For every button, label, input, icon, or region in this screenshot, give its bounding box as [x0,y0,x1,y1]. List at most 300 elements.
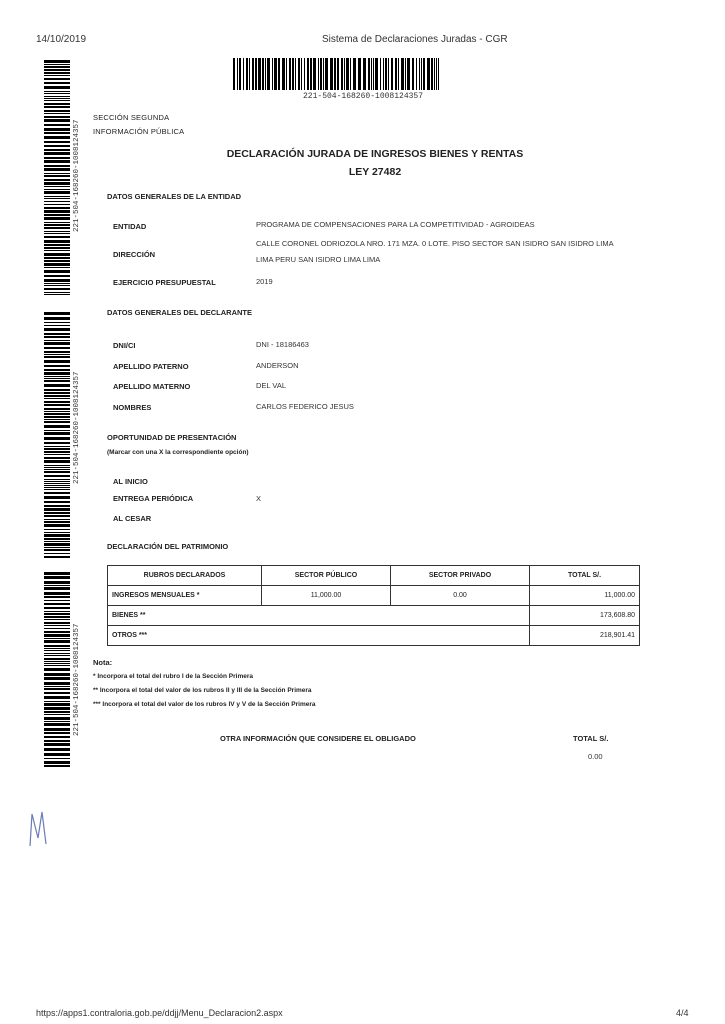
dni-label: DNI/CI [113,341,136,350]
document-title: DECLARACIÓN JURADA DE INGRESOS BIENES Y RENTAS [226,148,524,160]
barcode-bar [44,227,70,229]
barcode-bar [358,58,361,90]
barcode-bar [44,416,70,418]
barcode-bar [44,549,70,551]
barcode-bar [44,351,70,353]
barcode-bar [44,556,70,558]
ejercicio-value: 2019 [256,277,273,286]
barcode-bar [44,432,70,435]
barcode-bar [44,279,70,282]
barcode-bar [44,175,70,177]
barcode-bar [44,645,70,647]
barcode-bar [44,69,70,71]
barcode-bar [44,446,70,447]
barcode-bar [44,648,70,649]
barcode-bar [44,553,70,554]
barcode-bar [44,191,70,194]
barcode-bar [325,58,328,90]
barcode-bar [44,448,70,450]
barcode-bar [44,515,70,517]
barcode-bar [44,600,70,601]
dni-value: DNI - 18186463 [256,340,309,349]
barcode-bar [44,78,70,80]
col-rubros: RUBROS DECLARADOS [108,566,262,586]
materno-label: APELLIDO MATERNO [113,382,191,391]
barcode-bar [44,240,70,243]
option-mark: X [256,494,262,503]
barcode-bar [44,460,70,463]
barcode-bar [44,312,70,315]
barcode-bar [353,58,356,90]
option-al-inicio: AL INICIO [113,477,148,486]
row-rubro: OTROS *** [108,626,530,646]
barcode-bar [44,236,70,238]
barcode-bar [44,619,70,620]
barcode-bar [44,650,70,651]
barcode-bar [44,543,70,546]
barcode-bar [44,152,70,155]
barcode-bar [298,58,300,90]
barcode-bar [44,524,70,527]
barcode-bar [44,204,70,205]
barcode-bar [44,288,70,290]
row-privado: 0.00 [391,586,530,606]
barcode-bar [44,743,70,746]
barcode-bar [346,58,349,90]
barcode-bar [431,58,433,90]
barcode-bar [301,58,302,90]
col-publico: SECTOR PÚBLICO [262,566,391,586]
barcode-bar [282,58,285,90]
materno-value: DEL VAL [256,381,287,390]
barcode-bar [44,736,70,738]
barcode-bar [44,356,70,358]
paterno-value: ANDERSON [256,361,299,370]
barcode-bar [44,442,70,444]
entidad-heading: DATOS GENERALES DE LA ENTIDAD [107,192,242,201]
barcode-bar [44,547,70,548]
barcode-bar [233,58,235,90]
barcode-bar [44,372,70,375]
barcode-bar [44,398,70,399]
barcode-bar [44,631,70,633]
barcode-bar [243,58,244,90]
barcode-bar [44,419,70,420]
barcode-bar [44,182,70,185]
nombres-value: CARLOS FEDERICO JESUS [256,402,354,411]
oportunidad-instruction: (Marcar con una X la correspondiente opción) [107,449,249,456]
barcode-bar [44,270,70,273]
section-line2: INFORMACIÓN PÚBLICA [93,127,185,136]
entidad-label: ENTIDAD [113,222,147,231]
barcode-bar [44,668,70,671]
barcode-bar [44,145,70,147]
barcode-bar [44,179,70,181]
barcode-bar [258,58,261,90]
barcode-bar [44,96,70,97]
barcode-bar [398,58,399,90]
barcode-bar [44,711,70,713]
barcode-bar [391,58,393,90]
barcode-bar [44,342,70,345]
barcode-bar [380,58,381,90]
option-al-cesar: AL CESAR [113,514,152,523]
barcode-bar [44,124,70,126]
barcode-bar [44,413,70,415]
direccion-value-1: CALLE CORONEL ODRIOZOLA NRO. 171 MZA. 0 LOTE. PISO SECTOR SAN ISIDRO SAN ISIDRO LIMA [256,239,614,248]
barcode-bar [323,58,324,90]
barcode-bar [267,58,270,90]
barcode-bar [368,58,370,90]
barcode-bar [44,501,70,503]
barcode-bar [44,471,70,473]
barcode-bar [44,534,70,537]
barcode-bar [44,663,70,664]
barcode-bar [44,677,70,680]
barcode-bar [44,86,70,89]
barcode-bar [249,58,250,90]
barcode-bar [44,489,70,490]
barcode-bar [44,294,70,295]
barcode-bar [419,58,420,90]
barcode-bar [44,592,70,595]
ejercicio-label: EJERCICIO PRESUPUESTAL [113,278,216,287]
paterno-label: APELLIDO PATERNO [113,362,189,371]
barcode-bar [44,538,70,540]
barcode-bar [44,160,70,163]
section-line1: SECCIÓN SEGUNDA [93,113,170,122]
barcode-bar [44,247,70,249]
barcode-bar [44,723,70,726]
barcode-bar [44,457,70,459]
barcode-bar [44,585,70,586]
barcode-bar [44,638,70,639]
barcode-bar [44,292,70,293]
barcode-bar [44,113,70,114]
barcode-bar [373,58,374,90]
barcode-bar [395,58,397,90]
barcode-bar [44,661,70,662]
top-barcode [233,58,443,90]
barcode-bar [44,665,70,666]
barcode-bar [44,732,70,734]
barcode-bar [44,157,70,159]
barcode-bar [438,58,439,90]
barcode-bar [44,260,70,262]
barcode-bar [286,58,287,90]
barcode-bar [44,201,70,202]
barcode-bar [44,116,70,118]
barcode-bar [421,58,422,90]
barcode-bar [44,430,70,431]
barcode-bar [44,82,70,84]
barcode-bar [44,325,70,326]
barcode-bar [44,616,70,618]
barcode-bar [44,753,70,756]
table-header-row [108,566,640,586]
barcode-bar [292,58,294,90]
barcode-bar [44,132,70,134]
barcode-bar [44,721,70,722]
barcode-bar [44,421,70,423]
barcode-bar [383,58,384,90]
barcode-bar [44,714,70,715]
row-total: 173,608.80 [530,606,640,626]
barcode-bar [44,437,70,440]
barcode-bar [44,686,70,687]
barcode-bar [363,58,366,90]
barcode-bar [44,285,70,286]
barcode-bar [412,58,414,90]
declarante-heading: DATOS GENERALES DEL DECLARANTE [107,308,253,317]
barcode-bar [44,119,70,122]
barcode-bar [371,58,372,90]
barcode-bar [246,58,248,90]
barcode-bar [44,696,70,699]
barcode-bar [44,658,70,660]
otra-total-value: 0.00 [588,752,603,761]
barcode-bar [44,682,70,685]
barcode-bar [44,404,70,406]
barcode-bar [320,58,322,90]
barcode-bar [44,369,70,371]
patrimonio-table [107,565,640,646]
barcode-bar [44,611,70,612]
note-2: ** Incorpora el total del valor de los rubros II y III de la Sección Primera [93,687,312,694]
barcode-bar [44,267,70,268]
barcode-bar [44,340,70,341]
barcode-bar [44,653,70,654]
barcode-bar [44,360,70,363]
side-barcode-text-3: 221-504-168260-1008124357 [73,623,81,736]
system-title: Sistema de Declaraciones Juradas - CGR [322,34,508,45]
page-number: 4/4 [676,1008,689,1018]
barcode-bar [44,401,70,403]
barcode-bar [44,613,70,615]
side-barcode-2 [44,312,70,562]
barcode-bar [272,58,273,90]
barcode-bar [44,198,70,199]
note-1: * Incorpora el total del rubro I de la Sección Primera [93,673,254,680]
barcode-bar [44,758,70,759]
handwritten-signature [26,808,52,850]
barcode-bar [44,640,70,643]
barcode-bar [337,58,339,90]
barcode-bar [44,707,70,710]
barcode-bar [44,91,70,92]
barcode-bar [44,322,70,323]
barcode-bar [44,317,70,320]
barcode-bar [44,607,70,609]
barcode-bar [44,492,70,494]
row-publico: 11,000.00 [262,586,391,606]
oportunidad-heading: OPORTUNIDAD DE PRESENTACIÓN [107,433,237,442]
side-barcode-text-2: 221-504-168260-1008124357 [73,371,81,484]
barcode-bar [262,58,264,90]
barcode-bar [44,483,70,484]
table-row [108,626,640,646]
barcode-bar [44,479,70,480]
direccion-value-2: LIMA PERU SAN ISIDRO LIMA LIMA [256,255,381,264]
barcode-bar [44,576,70,579]
barcode-bar [44,465,70,466]
barcode-bar [252,58,254,90]
barcode-bar [44,717,70,720]
barcode-bar [44,380,70,382]
row-total: 11,000.00 [530,586,640,606]
table-row [108,586,640,606]
barcode-bar [295,58,296,90]
barcode-bar [44,603,70,605]
barcode-bar [334,58,336,90]
barcode-bar [44,521,70,523]
note-3: *** Incorpora el total del valor de los rubros IV y V de la Sección Primera [93,701,316,708]
barcode-bar [44,173,70,174]
barcode-bar [44,106,70,108]
barcode-bar [44,100,70,101]
otra-total-label: TOTAL S/. [573,734,609,743]
barcode-bar [44,149,70,151]
barcode-bar [44,214,70,216]
barcode-bar [44,634,70,637]
barcode-bar [44,263,70,266]
barcode-bar [255,58,257,90]
barcode-bar [44,541,70,542]
barcode-bar [434,58,435,90]
barcode-bar [44,384,70,387]
nombres-label: NOMBRES [113,403,152,412]
barcode-bar [44,222,70,223]
barcode-bar [44,336,70,338]
option-entrega-periodica: ENTREGA PERIÓDICA [113,494,194,503]
barcode-bar [423,58,425,90]
barcode-bar [416,58,417,90]
barcode-bar [44,532,70,533]
notes-heading: Nota: [93,658,113,667]
barcode-bar [318,58,319,90]
barcode-bar [44,253,70,256]
barcode-bar [44,703,70,706]
barcode-bar [265,58,266,90]
barcode-bar [44,761,70,764]
barcode-bar [44,224,70,226]
barcode-bar [44,655,70,656]
barcode-bar [44,64,70,65]
barcode-bar [344,58,345,90]
barcode-bar [44,508,70,511]
barcode-bar [385,58,387,90]
barcode-bar [401,58,404,90]
row-rubro: BIENES ** [108,606,530,626]
barcode-bar [44,217,70,220]
barcode-bar [44,454,70,455]
barcode-bar [44,765,70,767]
barcode-bar [44,347,70,349]
barcode-number: 221-504-168260-1008124357 [303,92,424,101]
barcode-bar [289,58,291,90]
barcode-bar [44,103,70,105]
barcode-bar [44,257,70,259]
print-date: 14/10/2019 [36,34,87,45]
barcode-bar [44,283,70,284]
barcode-bar [44,136,70,139]
barcode-bar [44,66,70,68]
barcode-bar [239,58,241,90]
barcode-bar [350,58,351,90]
barcode-bar [44,692,70,694]
barcode-bar [44,231,70,232]
barcode-bar [44,673,70,676]
barcode-bar [44,408,70,410]
barcode-bar [44,72,70,74]
barcode-bar [44,244,70,246]
barcode-bar [44,529,70,530]
barcode-bar [44,186,70,187]
barcode-bar [407,58,410,90]
barcode-bar [44,128,70,131]
barcode-bar [44,519,70,520]
barcode-bar [44,481,70,482]
barcode-bar [44,467,70,468]
barcode-bar [44,354,70,355]
barcode-bar [44,740,70,742]
barcode-bar [307,58,309,90]
barcode-bar [44,395,70,397]
barcode-bar [44,75,70,76]
barcode-bar [44,505,70,507]
barcode-bar [44,110,70,112]
barcode-bar [44,451,70,453]
barcode-bar [44,572,70,575]
barcode-bar [44,425,70,428]
footer-url[interactable]: https://apps1.contraloria.gob.pe/ddjj/Menu_Declaracion2.aspx [36,1008,283,1018]
entidad-value: PROGRAMA DE COMPENSACIONES PARA LA COMPETITIVIDAD - AGROIDEAS [256,220,535,229]
barcode-bar [44,328,70,331]
barcode-bar [436,58,437,90]
barcode-bar [341,58,343,90]
col-total: TOTAL S/. [530,566,640,586]
barcode-bar [44,581,70,584]
row-total: 218,901.41 [530,626,640,646]
barcode-bar [44,748,70,751]
barcode-bar [44,250,70,251]
barcode-bar [44,93,70,94]
barcode-bar [44,392,70,394]
barcode-bar [44,625,70,626]
barcode-bar [44,622,70,624]
barcode-bar [427,58,430,90]
barcode-bar [44,376,70,377]
barcode-bar [44,378,70,379]
barcode-bar [44,701,70,702]
barcode-bar [44,141,70,143]
direccion-label: DIRECCIÓN [113,250,156,259]
barcode-bar [44,487,70,488]
barcode-bar [44,233,70,234]
barcode-bar [44,189,70,190]
barcode-bar [44,275,70,277]
barcode-bar [44,475,70,477]
side-barcode-text-1: 221-504-168260-1008124357 [73,119,81,232]
barcode-bar [313,58,316,90]
barcode-bar [44,168,70,171]
barcode-bar [278,58,280,90]
barcode-bar [44,411,70,412]
barcode-bar [44,365,70,367]
barcode-bar [44,587,70,590]
barcode-bar [375,58,378,90]
barcode-bar [310,58,312,90]
